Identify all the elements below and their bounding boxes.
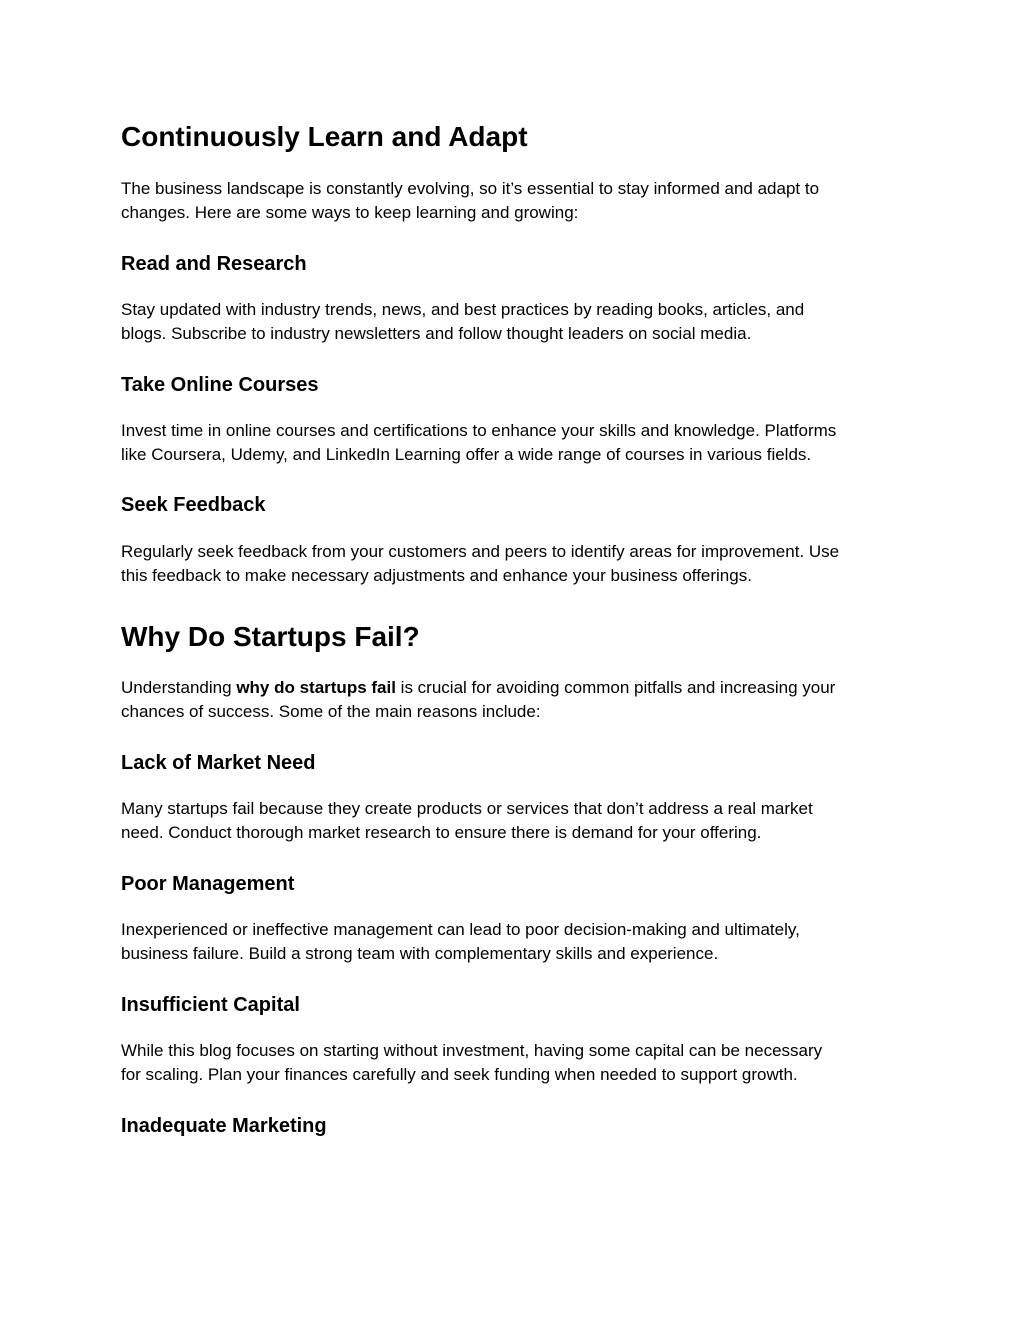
paragraph-read-and-research bbox=[121, 298, 804, 346]
section-title-why-startups-fail: Why Do Startups Fail? bbox=[121, 621, 420, 652]
subheading-read-and-research: Read and Research bbox=[121, 253, 307, 275]
subheading-lack-of-market-need: Lack of Market Need bbox=[121, 752, 316, 774]
paragraph-line: Invest time in online courses and certifications to enhance your skills and knowledge. Platforms bbox=[121, 421, 837, 440]
paragraph-line: chances of success. Some of the main reasons include: bbox=[121, 702, 541, 721]
paragraph-line: The business landscape is constantly evolving, so it’s essential to stay informed and adapt to bbox=[121, 179, 820, 198]
subheading-poor-management: Poor Management bbox=[121, 873, 295, 895]
paragraph-line: Many startups fail because they create products or services that don’t address a real market bbox=[121, 799, 813, 818]
paragraph-line: for scaling. Plan your finances carefully and seek funding when needed to support growth. bbox=[121, 1065, 798, 1084]
paragraph-insufficient-capital bbox=[121, 1039, 822, 1087]
subheading-inadequate-marketing: Inadequate Marketing bbox=[121, 1115, 327, 1137]
paragraph-line: this feedback to make necessary adjustments and enhance your business offerings. bbox=[121, 566, 752, 585]
section-intro-paragraph bbox=[121, 177, 819, 225]
paragraph-line: business failure. Build a strong team with complementary skills and experience. bbox=[121, 944, 719, 963]
paragraph-line: like Coursera, Udemy, and LinkedIn Learning offer a wide range of courses in various fields. bbox=[121, 445, 812, 464]
paragraph-line: While this blog focuses on starting without investment, having some capital can be necessary bbox=[121, 1041, 823, 1060]
paragraph-poor-management bbox=[121, 918, 800, 966]
paragraph-line: Inexperienced or ineffective management can lead to poor decision-making and ultimately, bbox=[121, 920, 800, 939]
section-intro-paragraph bbox=[121, 676, 835, 724]
subheading-insufficient-capital: Insufficient Capital bbox=[121, 994, 300, 1016]
intro-suffix: is crucial for avoiding common pitfalls and increasing your bbox=[395, 678, 836, 697]
paragraph-lack-of-market-need bbox=[121, 797, 813, 845]
section-title-continuously-learn: Continuously Learn and Adapt bbox=[121, 121, 528, 152]
paragraph-line: blogs. Subscribe to industry newsletters and follow thought leaders on social media. bbox=[121, 324, 752, 343]
paragraph-line: changes. Here are some ways to keep learning and growing: bbox=[121, 203, 579, 222]
paragraph-seek-feedback bbox=[121, 540, 839, 588]
paragraph-take-online-courses bbox=[121, 419, 836, 467]
intro-prefix: Understanding bbox=[121, 678, 237, 697]
subheading-take-online-courses: Take Online Courses bbox=[121, 374, 319, 396]
intro-bold-keyword: why do startups fail bbox=[236, 678, 396, 697]
paragraph-line bbox=[121, 676, 835, 700]
paragraph-line: Regularly seek feedback from your customers and peers to identify areas for improvement. Use bbox=[121, 542, 840, 561]
paragraph-line: Stay updated with industry trends, news, and best practices by reading books, articles, and bbox=[121, 300, 805, 319]
subheading-seek-feedback: Seek Feedback bbox=[121, 494, 266, 516]
paragraph-line: need. Conduct thorough market research to ensure there is demand for your offering. bbox=[121, 823, 762, 842]
